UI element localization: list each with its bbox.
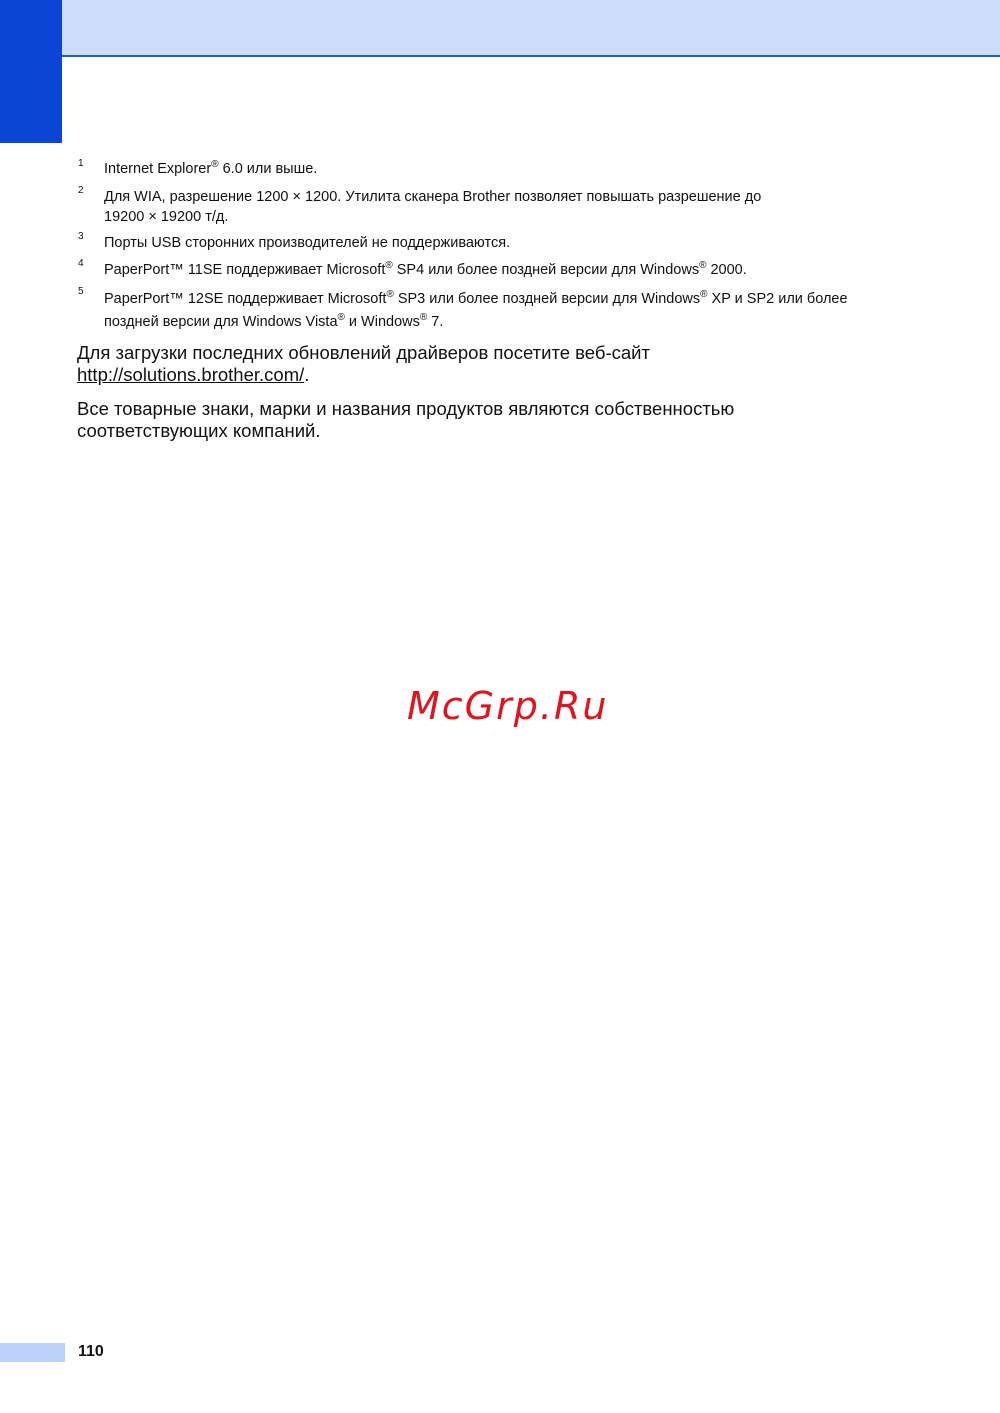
footnote-number-1: 1: [78, 158, 84, 169]
drivers-paragraph: [77, 342, 957, 386]
trademarks-paragraph: Все товарные знаки, марки и названия продуктов являются собственностью соответствующих компаний.: [77, 398, 735, 441]
footnote-5-line2-text: поздней версии для Windows Vista: [104, 314, 338, 330]
footnote-number-2: 2: [78, 185, 84, 196]
drivers-text: Для загрузки последних обновлений драйверов посетите веб-сайт: [77, 342, 650, 363]
footnote-1: [104, 159, 317, 179]
footnote-1-text: Internet Explorer: [104, 161, 212, 177]
drivers-end: .: [304, 364, 310, 385]
registered-mark: ®: [385, 260, 393, 271]
footnote-5-text: PaperPort™ 12SE поддерживает Microsoft: [104, 291, 387, 307]
registered-mark: ®: [419, 312, 428, 323]
footnote-5-mid2: и Windows: [344, 314, 420, 330]
footnote-2: [104, 187, 761, 227]
header-band: [62, 0, 1000, 57]
footnote-4-mid: SP4 или более поздней версии для Windows: [392, 262, 700, 278]
footnote-5: [104, 288, 848, 334]
chapter-side-tab: [0, 0, 62, 143]
footnote-number-5: 5: [78, 286, 84, 297]
footnote-number-4: 4: [78, 258, 84, 269]
footnote-5-tail2: 7.: [427, 314, 444, 330]
footnote-2-line2: 19200 × 19200 т/д.: [104, 209, 229, 225]
solutions-link[interactable]: http://solutions.brother.com/: [77, 364, 305, 385]
footnote-5-mid: SP3 или более поздней версии для Windows: [393, 291, 701, 307]
footnote-number-3: 3: [78, 231, 84, 242]
drivers-link-line: [77, 364, 957, 386]
registered-mark: ®: [699, 260, 707, 271]
footnote-4: [104, 260, 747, 280]
footnote-3: [104, 233, 510, 253]
page-number: 110: [78, 1343, 104, 1360]
footnote-4-tail: 2000.: [706, 262, 747, 278]
watermark-logo: McGrp.Ru: [407, 684, 609, 728]
footnote-3-text: Порты USB сторонних производителей не поддерживаются.: [104, 235, 511, 251]
registered-mark: ®: [386, 289, 394, 300]
registered-mark: ®: [337, 312, 345, 323]
footnote-4-text: PaperPort™ 11SE поддерживает Microsoft: [104, 262, 386, 278]
footnote-5-line1: [104, 288, 848, 311]
footnote-5-tail: XP и SP2 или более: [707, 291, 848, 307]
footnote-2-line1: Для WIA, разрешение 1200 × 1200. Утилита сканера Brother позволяет повышать разрешение до: [104, 189, 762, 205]
footnote-1-tail: 6.0 или выше.: [218, 161, 318, 177]
footnote-5-line2: [104, 311, 848, 334]
registered-mark: ®: [700, 289, 708, 300]
registered-mark: ®: [211, 159, 219, 170]
footer-band: [0, 1343, 65, 1362]
